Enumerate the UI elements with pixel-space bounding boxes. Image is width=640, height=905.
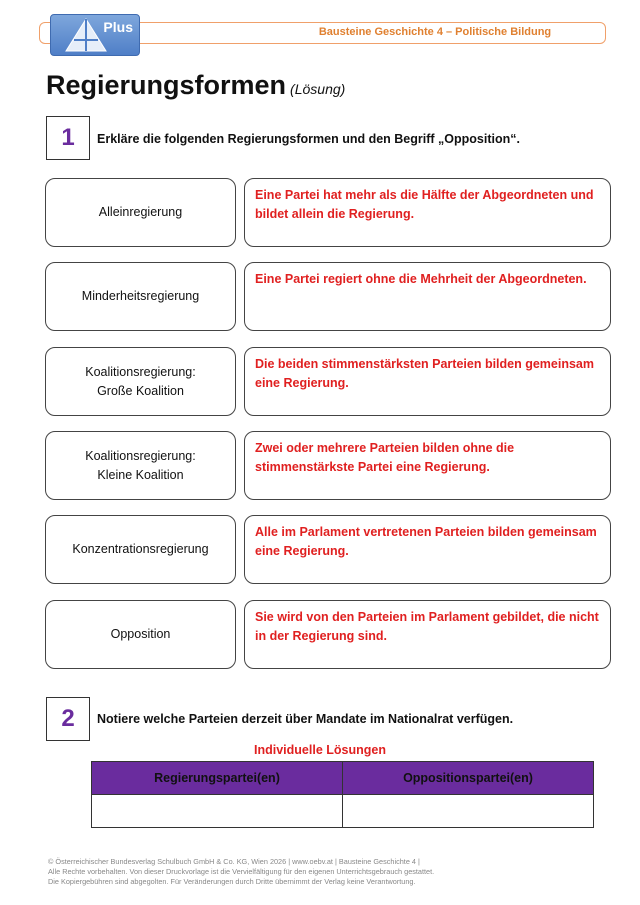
- term-line-1: Opposition: [110, 627, 171, 642]
- footer-line-2: Alle Rechte vorbehalten. Von dieser Druckvorlage ist die Vervielfältigung für den eigenen Unterrichtsgebrauch gestattet.: [48, 866, 435, 876]
- term-line-1: Alleinregierung: [98, 205, 183, 220]
- answer-box[interactable]: Die beiden stimmenstärksten Parteien bilden gemeinsam eine Regierung.: [244, 347, 611, 416]
- term-line-1: Koalitionsregierung:: [85, 364, 196, 379]
- page-subtitle: (Lösung): [290, 81, 346, 97]
- task-number-2: 2: [46, 697, 90, 741]
- logo-text: Plus: [103, 19, 133, 35]
- term-box: [45, 347, 236, 416]
- task-number-1: 1: [46, 116, 90, 160]
- term-line-2: Kleine Koalition: [97, 467, 184, 482]
- page-title-text: Regierungsformen: [46, 70, 287, 100]
- term-line-1: Koalitionsregierung:: [85, 448, 196, 463]
- table-row: [92, 795, 594, 828]
- task-2-instruction: Notiere welche Parteien derzeit über Mandate im Nationalrat verfügen.: [97, 712, 514, 726]
- col-opposition-parties: Oppositionspartei(en): [343, 762, 594, 795]
- table-header-row: [92, 762, 594, 795]
- answer-box[interactable]: Sie wird von den Parteien im Parlament gebildet, die nicht in der Regierung sind.: [244, 600, 611, 669]
- party-table: [91, 761, 594, 828]
- triangle-logo-icon: [65, 18, 107, 52]
- term-box: [45, 600, 236, 669]
- answer-box[interactable]: Eine Partei regiert ohne die Mehrheit der Abgeordneten.: [244, 262, 611, 331]
- col-government-parties: Regierungspartei(en): [92, 762, 343, 795]
- term-line-1: Konzentrationsregierung: [72, 542, 209, 557]
- term-line-1: Minderheitsregierung: [81, 289, 200, 304]
- term-box: [45, 262, 236, 331]
- task-1-instruction: Erkläre die folgenden Regierungsformen und den Begriff „Opposition“.: [97, 132, 520, 146]
- term-box: [45, 178, 236, 247]
- answer-box[interactable]: Zwei oder mehrere Parteien bilden ohne die stimmenstärkste Partei eine Regierung.: [244, 431, 611, 500]
- footer-line-3: Die Kopiergebühren sind abgegolten. Für Veränderungen durch Dritte übernimmt der Verlag keine Verantwortung.: [48, 876, 416, 886]
- header-title: Bausteine Geschichte 4 – Politische Bildung: [318, 26, 552, 38]
- footer: [48, 857, 608, 887]
- page-title: [46, 70, 345, 101]
- answer-box[interactable]: Eine Partei hat mehr als die Hälfte der Abgeordneten und bildet allein die Regierung.: [244, 178, 611, 247]
- government-parties-cell[interactable]: [92, 795, 343, 828]
- term-box: [45, 515, 236, 584]
- term-line-2: Große Koalition: [97, 383, 184, 398]
- term-box: [45, 431, 236, 500]
- opposition-parties-cell[interactable]: [343, 795, 594, 828]
- footer-line-1: © Österreichischer Bundesverlag Schulbuch GmbH & Co. KG, Wien 2026 | www.oebv.at | Bausteine Geschichte 4 |: [48, 857, 420, 866]
- publisher-logo: [50, 14, 140, 56]
- answer-box[interactable]: Alle im Parlament vertretenen Parteien bilden gemeinsam eine Regierung.: [244, 515, 611, 584]
- solution-label: Individuelle Lösungen: [254, 743, 386, 757]
